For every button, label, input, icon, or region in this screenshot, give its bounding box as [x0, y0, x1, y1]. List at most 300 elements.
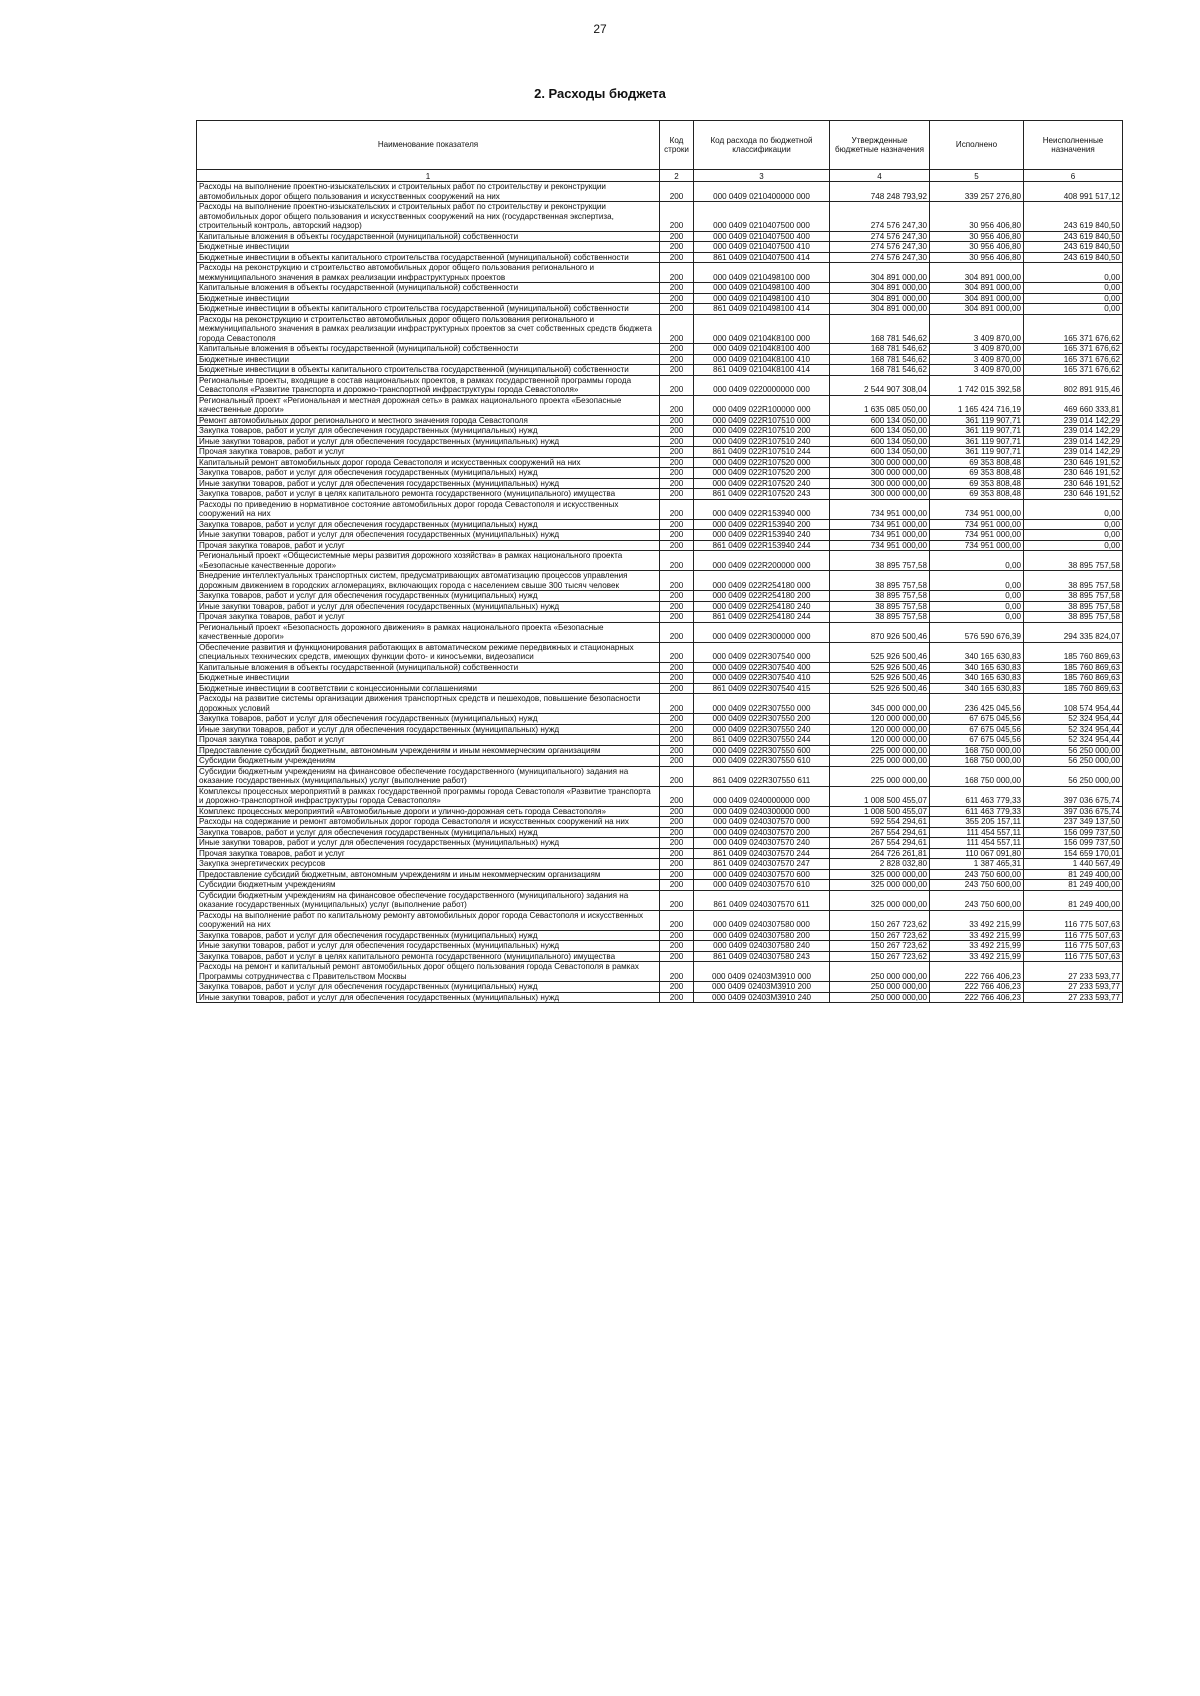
row-executed: 33 492 215,99: [930, 910, 1024, 930]
table-row: [197, 962, 1123, 982]
row-approved: 600 134 050,00: [830, 415, 930, 426]
row-name: Закупка товаров, работ и услуг для обеспечения государственных (муниципальных) нужд: [197, 519, 660, 530]
row-line-code: 200: [660, 314, 694, 344]
row-name: Расходы на выполнение проектно-изыскательских и строительных работ по строительству и реконструкции автомобильных дорог общего пользования и искусственных сооружений на них: [197, 182, 660, 202]
row-executed: 243 750 600,00: [930, 869, 1024, 880]
table-row: [197, 838, 1123, 849]
row-line-code: 200: [660, 415, 694, 426]
row-line-code: 200: [660, 571, 694, 591]
row-classification-code: 000 0409 0210400000 000: [694, 182, 830, 202]
row-approved: 734 951 000,00: [830, 530, 930, 541]
row-name: Расходы на содержание и ремонт автомобильных дорог города Севастополя и искусственных сооружений на них: [197, 817, 660, 828]
row-classification-code: 000 0409 022R200000 000: [694, 551, 830, 571]
row-unexecuted: 239 014 142,29: [1024, 447, 1123, 458]
row-classification-code: 000 0409 0210407500 400: [694, 231, 830, 242]
row-classification-code: 000 0409 022R307540 400: [694, 662, 830, 673]
row-classification-code: 000 0409 02403М3910 200: [694, 982, 830, 993]
row-line-code: 200: [660, 344, 694, 355]
row-approved: 267 554 294,61: [830, 838, 930, 849]
row-name: Бюджетные инвестиции в объекты капитального строительства государственной (муниципальной) собственности: [197, 365, 660, 376]
row-name: Субсидии бюджетным учреждениям: [197, 880, 660, 891]
row-classification-code: 861 0409 0240307580 243: [694, 951, 830, 962]
row-executed: 222 766 406,23: [930, 992, 1024, 1003]
row-line-code: 200: [660, 231, 694, 242]
row-name: Расходы на реконструкцию и строительство автомобильных дорог общего пользования регионального и межмуниципального значения в рамках реализации инфраструктурных проектов: [197, 263, 660, 283]
row-approved: 264 726 261,81: [830, 848, 930, 859]
row-executed: 734 951 000,00: [930, 530, 1024, 541]
row-executed: 69 353 808,48: [930, 468, 1024, 479]
row-executed: 0,00: [930, 571, 1024, 591]
table-row: [197, 869, 1123, 880]
row-classification-code: 861 0409 022R107520 243: [694, 489, 830, 500]
row-unexecuted: 294 335 824,07: [1024, 622, 1123, 642]
row-approved: 250 000 000,00: [830, 962, 930, 982]
row-approved: 325 000 000,00: [830, 890, 930, 910]
row-line-code: 200: [660, 848, 694, 859]
row-executed: 340 165 630,83: [930, 662, 1024, 673]
row-unexecuted: 156 099 737,50: [1024, 827, 1123, 838]
row-line-code: 200: [660, 202, 694, 232]
row-approved: 525 926 500,46: [830, 662, 930, 673]
row-classification-code: 000 0409 022R307540 000: [694, 642, 830, 662]
row-classification-code: 000 0409 022R107510 200: [694, 426, 830, 437]
row-unexecuted: 27 233 593,77: [1024, 982, 1123, 993]
budget-expenses-table: [196, 120, 1123, 1003]
row-unexecuted: 239 014 142,29: [1024, 415, 1123, 426]
column-number: 5: [930, 170, 1024, 182]
row-line-code: 200: [660, 395, 694, 415]
row-executed: 243 750 600,00: [930, 880, 1024, 891]
row-line-code: 200: [660, 982, 694, 993]
table-row: [197, 231, 1123, 242]
row-classification-code: 000 0409 022R107520 240: [694, 478, 830, 489]
row-name: Расходы на развитие системы организации движения транспортных средств и пешеходов, повышение безопасности дорожных условий: [197, 694, 660, 714]
row-approved: 274 576 247,30: [830, 242, 930, 253]
row-executed: 361 119 907,71: [930, 426, 1024, 437]
row-classification-code: 000 0409 0240307570 610: [694, 880, 830, 891]
row-classification-code: 000 0409 022R307550 240: [694, 724, 830, 735]
row-name: Бюджетные инвестиции в объекты капитального строительства государственной (муниципальной) собственности: [197, 252, 660, 263]
table-row: [197, 683, 1123, 694]
row-unexecuted: 0,00: [1024, 304, 1123, 315]
row-unexecuted: 0,00: [1024, 263, 1123, 283]
table-row: [197, 415, 1123, 426]
row-unexecuted: 154 659 170,01: [1024, 848, 1123, 859]
page-number: 27: [593, 22, 607, 36]
row-unexecuted: 52 324 954,44: [1024, 724, 1123, 735]
row-executed: 340 165 630,83: [930, 642, 1024, 662]
row-unexecuted: 243 619 840,50: [1024, 231, 1123, 242]
row-executed: 3 409 870,00: [930, 365, 1024, 376]
row-name: Закупка товаров, работ и услуг для обеспечения государственных (муниципальных) нужд: [197, 930, 660, 941]
row-line-code: 200: [660, 859, 694, 870]
table-row: [197, 468, 1123, 479]
row-executed: 0,00: [930, 612, 1024, 623]
row-line-code: 200: [660, 489, 694, 500]
row-name: Региональный проект «Безопасность дорожного движения» в рамках национального проекта «Безопасные качественные дороги»: [197, 622, 660, 642]
row-unexecuted: 81 249 400,00: [1024, 869, 1123, 880]
row-approved: 600 134 050,00: [830, 447, 930, 458]
row-executed: 339 257 276,80: [930, 182, 1024, 202]
row-approved: 304 891 000,00: [830, 283, 930, 294]
row-name: Расходы на реконструкцию и строительство автомобильных дорог общего пользования регионального и межмуниципального значения в рамках реализации инфраструктурных проектов за счет собственных средств бюджета города Севастополя: [197, 314, 660, 344]
column-number-row: [197, 170, 1123, 182]
row-unexecuted: 0,00: [1024, 530, 1123, 541]
row-executed: 361 119 907,71: [930, 415, 1024, 426]
row-name: Прочая закупка товаров, работ и услуг: [197, 447, 660, 458]
table-row: [197, 951, 1123, 962]
row-name: Иные закупки товаров, работ и услуг для обеспечения государственных (муниципальных) нужд: [197, 724, 660, 735]
table-row: [197, 694, 1123, 714]
row-name: Ремонт автомобильных дорог регионального и местного значения города Севастополя: [197, 415, 660, 426]
row-name: Иные закупки товаров, работ и услуг для обеспечения государственных (муниципальных) нужд: [197, 941, 660, 952]
row-unexecuted: 38 895 757,58: [1024, 571, 1123, 591]
row-classification-code: 000 0409 0240307580 240: [694, 941, 830, 952]
table-row: [197, 252, 1123, 263]
header-approved: Утвержденные бюджетные назначения: [830, 121, 930, 170]
row-executed: 33 492 215,99: [930, 951, 1024, 962]
row-approved: 150 267 723,62: [830, 910, 930, 930]
row-line-code: 200: [660, 499, 694, 519]
row-line-code: 200: [660, 263, 694, 283]
table-row: [197, 426, 1123, 437]
row-line-code: 200: [660, 530, 694, 541]
row-approved: 120 000 000,00: [830, 735, 930, 746]
row-line-code: 200: [660, 642, 694, 662]
row-line-code: 200: [660, 375, 694, 395]
row-unexecuted: 802 891 915,46: [1024, 375, 1123, 395]
row-approved: 2 828 032,80: [830, 859, 930, 870]
row-name: Иные закупки товаров, работ и услуг для обеспечения государственных (муниципальных) нужд: [197, 838, 660, 849]
row-unexecuted: 38 895 757,58: [1024, 601, 1123, 612]
table-row: [197, 642, 1123, 662]
row-approved: 225 000 000,00: [830, 756, 930, 767]
row-name: Бюджетные инвестиции: [197, 354, 660, 365]
row-line-code: 200: [660, 540, 694, 551]
row-line-code: 200: [660, 304, 694, 315]
row-name: Бюджетные инвестиции: [197, 242, 660, 253]
row-name: Комплексы процессных мероприятий в рамках государственной программы города Севастополя «Развитие транспорта и дорожно-транспортной инфраструктуры города Севастополя»: [197, 786, 660, 806]
row-executed: 304 891 000,00: [930, 293, 1024, 304]
row-approved: 525 926 500,46: [830, 673, 930, 684]
column-number: 6: [1024, 170, 1123, 182]
row-approved: 300 000 000,00: [830, 468, 930, 479]
row-executed: 67 675 045,56: [930, 735, 1024, 746]
row-line-code: 200: [660, 880, 694, 891]
row-classification-code: 861 0409 022R153940 244: [694, 540, 830, 551]
row-executed: 30 956 406,80: [930, 242, 1024, 253]
row-executed: 304 891 000,00: [930, 304, 1024, 315]
row-name: Предоставление субсидий бюджетным, автономным учреждениям и иным некоммерческим организациям: [197, 745, 660, 756]
row-approved: 734 951 000,00: [830, 499, 930, 519]
row-approved: 525 926 500,46: [830, 683, 930, 694]
row-classification-code: 000 0409 022R307550 610: [694, 756, 830, 767]
row-approved: 267 554 294,61: [830, 827, 930, 838]
row-unexecuted: 185 760 869,63: [1024, 662, 1123, 673]
column-number: 1: [197, 170, 660, 182]
row-approved: 1 008 500 455,07: [830, 786, 930, 806]
row-executed: 611 463 779,33: [930, 786, 1024, 806]
table-row: [197, 890, 1123, 910]
row-approved: 304 891 000,00: [830, 263, 930, 283]
column-number: 4: [830, 170, 930, 182]
row-unexecuted: 116 775 507,63: [1024, 930, 1123, 941]
row-name: Предоставление субсидий бюджетным, автономным учреждениям и иным некоммерческим организациям: [197, 869, 660, 880]
row-executed: 222 766 406,23: [930, 962, 1024, 982]
row-line-code: 200: [660, 662, 694, 673]
row-classification-code: 000 0409 0240307580 200: [694, 930, 830, 941]
column-number: 3: [694, 170, 830, 182]
row-unexecuted: 38 895 757,58: [1024, 551, 1123, 571]
table-row: [197, 941, 1123, 952]
row-line-code: 200: [660, 745, 694, 756]
row-line-code: 200: [660, 951, 694, 962]
table-row: [197, 202, 1123, 232]
row-name: Бюджетные инвестиции в объекты капитального строительства государственной (муниципальной) собственности: [197, 304, 660, 315]
row-line-code: 200: [660, 622, 694, 642]
row-approved: 325 000 000,00: [830, 869, 930, 880]
row-unexecuted: 230 646 191,52: [1024, 489, 1123, 500]
row-line-code: 200: [660, 817, 694, 828]
row-line-code: 200: [660, 591, 694, 602]
row-classification-code: 000 0409 0240307580 000: [694, 910, 830, 930]
row-executed: 168 750 000,00: [930, 756, 1024, 767]
table-row: [197, 806, 1123, 817]
row-name: Капитальный ремонт автомобильных дорог города Севастополя и искусственных сооружений на них: [197, 457, 660, 468]
row-line-code: 200: [660, 766, 694, 786]
row-executed: 222 766 406,23: [930, 982, 1024, 993]
row-name: Расходы на ремонт и капитальный ремонт автомобильных дорог общего пользования города Севастополя в рамках Программы сотрудничества с Правительством Москвы: [197, 962, 660, 982]
row-unexecuted: 38 895 757,58: [1024, 612, 1123, 623]
row-line-code: 200: [660, 890, 694, 910]
row-name: Иные закупки товаров, работ и услуг для обеспечения государственных (муниципальных) нужд: [197, 530, 660, 541]
row-approved: 1 008 500 455,07: [830, 806, 930, 817]
row-unexecuted: 0,00: [1024, 519, 1123, 530]
table-row: [197, 766, 1123, 786]
row-approved: 120 000 000,00: [830, 714, 930, 725]
row-name: Прочая закупка товаров, работ и услуг: [197, 540, 660, 551]
row-name: Региональные проекты, входящие в состав национальных проектов, в рамках государственной программы города Севастополя «Развитие транспорта и дорожно-транспортной инфраструктуры города Севастополя»: [197, 375, 660, 395]
row-approved: 600 134 050,00: [830, 426, 930, 437]
row-name: Бюджетные инвестиции: [197, 673, 660, 684]
row-classification-code: 000 0409 0240307570 000: [694, 817, 830, 828]
row-classification-code: 000 0409 022R100000 000: [694, 395, 830, 415]
row-classification-code: 861 0409 0210498100 414: [694, 304, 830, 315]
row-name: Региональный проект «Общесистемные меры развития дорожного хозяйства» в рамках национального проекта «Безопасные качественные дороги»: [197, 551, 660, 571]
row-classification-code: 000 0409 022R153940 200: [694, 519, 830, 530]
row-classification-code: 861 0409 022R307540 415: [694, 683, 830, 694]
row-executed: 33 492 215,99: [930, 930, 1024, 941]
row-approved: 600 134 050,00: [830, 436, 930, 447]
row-approved: 120 000 000,00: [830, 724, 930, 735]
row-name: Закупка энергетических ресурсов: [197, 859, 660, 870]
page-title: 2. Расходы бюджета: [534, 86, 666, 101]
row-classification-code: 000 0409 022R307550 000: [694, 694, 830, 714]
row-approved: 38 895 757,58: [830, 612, 930, 623]
row-unexecuted: 156 099 737,50: [1024, 838, 1123, 849]
table-header-row: [197, 121, 1123, 170]
row-classification-code: 000 0409 022R307550 600: [694, 745, 830, 756]
row-name: Закупка товаров, работ и услуг для обеспечения государственных (муниципальных) нужд: [197, 468, 660, 479]
row-executed: 168 750 000,00: [930, 766, 1024, 786]
row-unexecuted: 230 646 191,52: [1024, 457, 1123, 468]
table-row: [197, 848, 1123, 859]
row-line-code: 200: [660, 293, 694, 304]
row-executed: 734 951 000,00: [930, 519, 1024, 530]
row-approved: 304 891 000,00: [830, 293, 930, 304]
row-line-code: 200: [660, 447, 694, 458]
row-unexecuted: 185 760 869,63: [1024, 683, 1123, 694]
row-classification-code: 000 0409 0210407500 000: [694, 202, 830, 232]
row-line-code: 200: [660, 182, 694, 202]
table-row: [197, 457, 1123, 468]
table-row: [197, 540, 1123, 551]
row-approved: 250 000 000,00: [830, 992, 930, 1003]
row-approved: 38 895 757,58: [830, 551, 930, 571]
row-approved: 38 895 757,58: [830, 601, 930, 612]
row-classification-code: 000 0409 02104К8100 410: [694, 354, 830, 365]
table-row: [197, 786, 1123, 806]
row-line-code: 200: [660, 806, 694, 817]
row-unexecuted: 237 349 137,50: [1024, 817, 1123, 828]
table-row: [197, 880, 1123, 891]
row-name: Иные закупки товаров, работ и услуг для обеспечения государственных (муниципальных) нужд: [197, 601, 660, 612]
row-classification-code: 000 0409 022R254180 000: [694, 571, 830, 591]
row-classification-code: 861 0409 022R107510 244: [694, 447, 830, 458]
table-row: [197, 519, 1123, 530]
row-name: Закупка товаров, работ и услуг в целях капитального ремонта государственного (муниципального) имущества: [197, 489, 660, 500]
row-classification-code: 000 0409 022R153940 240: [694, 530, 830, 541]
row-classification-code: 861 0409 022R254180 244: [694, 612, 830, 623]
row-executed: 734 951 000,00: [930, 540, 1024, 551]
row-approved: 150 267 723,62: [830, 941, 930, 952]
row-line-code: 200: [660, 365, 694, 376]
row-executed: 168 750 000,00: [930, 745, 1024, 756]
row-name: Иные закупки товаров, работ и услуг для обеспечения государственных (муниципальных) нужд: [197, 992, 660, 1003]
row-unexecuted: 38 895 757,58: [1024, 591, 1123, 602]
row-classification-code: 000 0409 0240300000 000: [694, 806, 830, 817]
row-line-code: 200: [660, 673, 694, 684]
row-approved: 592 554 294,61: [830, 817, 930, 828]
table-row: [197, 314, 1123, 344]
table-row: [197, 283, 1123, 294]
row-executed: 236 425 045,56: [930, 694, 1024, 714]
row-executed: 734 951 000,00: [930, 499, 1024, 519]
row-approved: 150 267 723,62: [830, 930, 930, 941]
table-row: [197, 930, 1123, 941]
row-approved: 225 000 000,00: [830, 745, 930, 756]
row-classification-code: 000 0409 022R107520 200: [694, 468, 830, 479]
row-line-code: 200: [660, 252, 694, 263]
row-unexecuted: 230 646 191,52: [1024, 478, 1123, 489]
row-executed: 304 891 000,00: [930, 263, 1024, 283]
row-classification-code: 000 0409 0240307570 600: [694, 869, 830, 880]
row-classification-code: 000 0409 022R254180 200: [694, 591, 830, 602]
table-row: [197, 293, 1123, 304]
table-row: [197, 365, 1123, 376]
row-unexecuted: 0,00: [1024, 293, 1123, 304]
table-row: [197, 182, 1123, 202]
row-executed: 1 387 465,31: [930, 859, 1024, 870]
row-approved: 274 576 247,30: [830, 252, 930, 263]
table-row: [197, 735, 1123, 746]
row-approved: 2 544 907 308,04: [830, 375, 930, 395]
row-approved: 1 635 085 050,00: [830, 395, 930, 415]
table-row: [197, 395, 1123, 415]
row-name: Закупка товаров, работ и услуг для обеспечения государственных (муниципальных) нужд: [197, 714, 660, 725]
table-row: [197, 982, 1123, 993]
row-unexecuted: 116 775 507,63: [1024, 910, 1123, 930]
row-name: Закупка товаров, работ и услуг для обеспечения государственных (муниципальных) нужд: [197, 591, 660, 602]
column-number: 2: [660, 170, 694, 182]
row-unexecuted: 108 574 954,44: [1024, 694, 1123, 714]
row-unexecuted: 81 249 400,00: [1024, 890, 1123, 910]
table-row: [197, 242, 1123, 253]
row-name: Капитальные вложения в объекты государственной (муниципальной) собственности: [197, 344, 660, 355]
row-unexecuted: 185 760 869,63: [1024, 642, 1123, 662]
row-classification-code: 000 0409 022R107510 000: [694, 415, 830, 426]
row-line-code: 200: [660, 242, 694, 253]
row-name: Прочая закупка товаров, работ и услуг: [197, 848, 660, 859]
row-line-code: 200: [660, 612, 694, 623]
row-executed: 30 956 406,80: [930, 231, 1024, 242]
row-unexecuted: 52 324 954,44: [1024, 735, 1123, 746]
row-name: Бюджетные инвестиции: [197, 293, 660, 304]
row-line-code: 200: [660, 930, 694, 941]
row-unexecuted: 81 249 400,00: [1024, 880, 1123, 891]
table-row: [197, 714, 1123, 725]
table-row: [197, 304, 1123, 315]
row-executed: 3 409 870,00: [930, 354, 1024, 365]
row-approved: 168 781 546,62: [830, 365, 930, 376]
row-line-code: 200: [660, 962, 694, 982]
header-unexecuted: Неисполненные назначения: [1024, 121, 1123, 170]
row-classification-code: 000 0409 022R254180 240: [694, 601, 830, 612]
row-unexecuted: 56 250 000,00: [1024, 766, 1123, 786]
row-approved: 748 248 793,92: [830, 182, 930, 202]
table-row: [197, 591, 1123, 602]
row-unexecuted: 243 619 840,50: [1024, 242, 1123, 253]
row-classification-code: 861 0409 0210407500 414: [694, 252, 830, 263]
row-executed: 1 742 015 392,58: [930, 375, 1024, 395]
row-line-code: 200: [660, 283, 694, 294]
table-row: [197, 817, 1123, 828]
row-line-code: 200: [660, 478, 694, 489]
row-line-code: 200: [660, 724, 694, 735]
row-line-code: 200: [660, 426, 694, 437]
row-executed: 0,00: [930, 551, 1024, 571]
row-executed: 69 353 808,48: [930, 457, 1024, 468]
row-executed: 67 675 045,56: [930, 724, 1024, 735]
row-classification-code: 861 0409 022R307550 611: [694, 766, 830, 786]
row-executed: 243 750 600,00: [930, 890, 1024, 910]
row-classification-code: 861 0409 0240307570 247: [694, 859, 830, 870]
row-name: Иные закупки товаров, работ и услуг для обеспечения государственных (муниципальных) нужд: [197, 436, 660, 447]
row-approved: 734 951 000,00: [830, 540, 930, 551]
row-classification-code: 000 0409 022R107510 240: [694, 436, 830, 447]
row-line-code: 200: [660, 519, 694, 530]
row-line-code: 200: [660, 869, 694, 880]
row-unexecuted: 116 775 507,63: [1024, 941, 1123, 952]
row-executed: 33 492 215,99: [930, 941, 1024, 952]
table-row: [197, 375, 1123, 395]
row-unexecuted: 165 371 676,62: [1024, 354, 1123, 365]
row-line-code: 200: [660, 694, 694, 714]
row-executed: 304 891 000,00: [930, 283, 1024, 294]
row-unexecuted: 56 250 000,00: [1024, 745, 1123, 756]
row-unexecuted: 165 371 676,62: [1024, 344, 1123, 355]
row-executed: 111 454 557,11: [930, 827, 1024, 838]
